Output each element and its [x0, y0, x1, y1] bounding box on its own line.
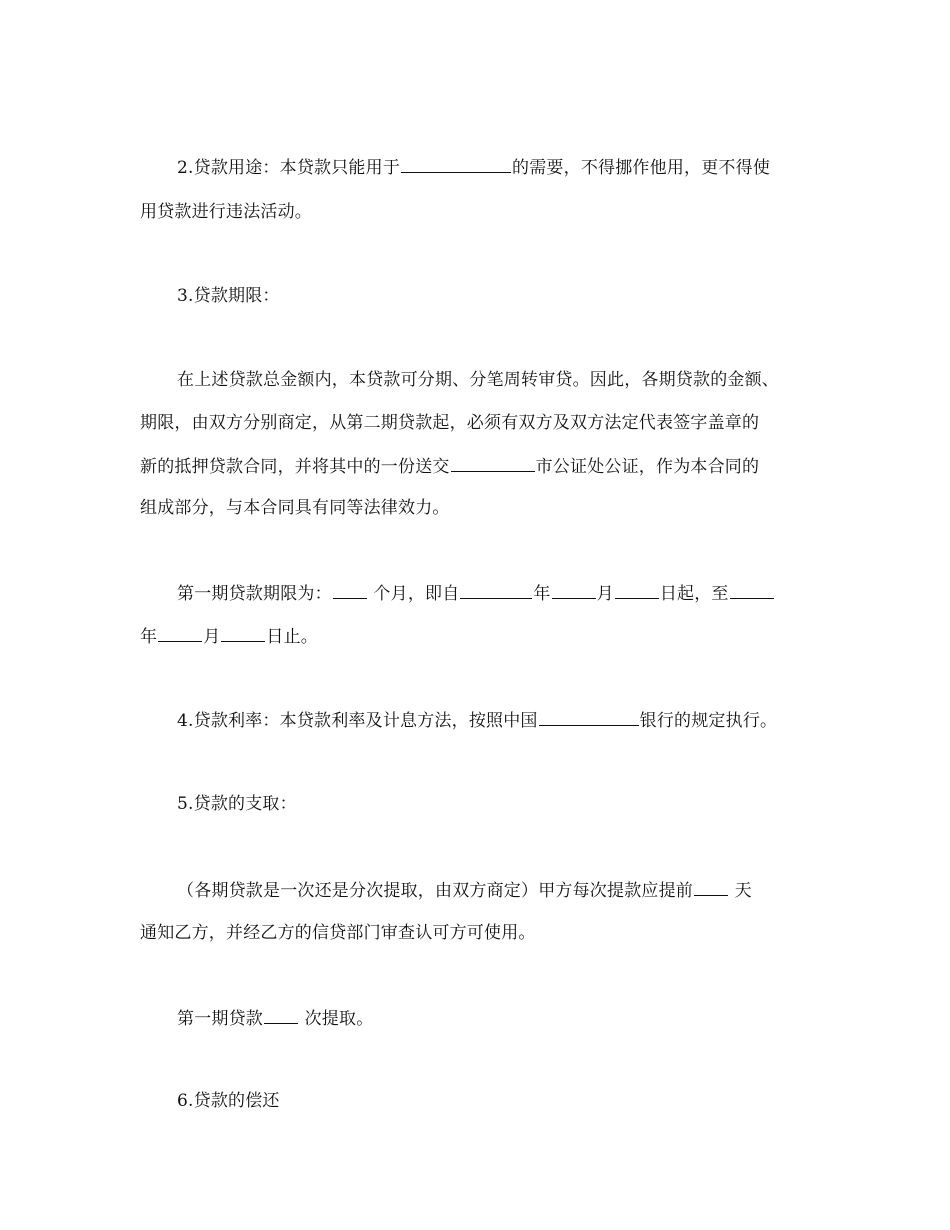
paragraph-term-line-4 — [140, 497, 450, 519]
paragraph-term-line-1 — [177, 369, 779, 391]
withdrawal-text: 通知乙方，并经乙方的信贷部门审查认可方可使用。 — [140, 923, 536, 943]
clause-text: 用贷款进行违法活动。 — [140, 202, 312, 222]
first-period-withdrawal — [177, 1007, 373, 1030]
term-text: 月 — [203, 627, 221, 647]
term-text: 日止。 — [266, 627, 319, 647]
withdrawal-text: （各期贷款是一次还是分次提取，由双方商定）甲方每次提款应提前 — [177, 881, 693, 901]
first-period-term-line-1 — [177, 582, 775, 605]
clause-loan-term-heading — [177, 285, 280, 307]
term-text: 第一期贷款期限为： — [177, 584, 332, 604]
paragraph-text: 新的抵押贷款合同，并将其中的一份送交 — [140, 457, 450, 477]
clause-repayment-heading — [177, 1090, 280, 1112]
fill-blank[interactable] — [730, 582, 774, 599]
fill-blank[interactable] — [158, 625, 202, 642]
fill-blank[interactable] — [694, 879, 728, 896]
first-period-term-line-2 — [140, 625, 318, 648]
withdrawal-text: 天 — [729, 881, 752, 901]
clause-text: 的需要，不得挪作他用，更不得使 — [512, 158, 771, 178]
clause-text: 5.贷款的支取： — [177, 794, 297, 814]
fill-blank[interactable] — [221, 625, 265, 642]
clause-text: 银行的规定执行。 — [639, 711, 778, 731]
clause-text: 3.贷款期限： — [177, 286, 280, 306]
withdrawal-text: 次提取。 — [299, 1009, 374, 1029]
clause-text: 6.贷款的偿还 — [177, 1091, 280, 1111]
fill-blank[interactable] — [552, 582, 596, 599]
fill-blank[interactable] — [539, 709, 639, 726]
clause-loan-purpose-line-1 — [177, 156, 770, 179]
term-text: 月 — [596, 584, 614, 604]
clause-loan-purpose-line-2 — [140, 201, 312, 223]
clause-withdrawal-heading — [177, 793, 297, 815]
paragraph-text: 期限，由双方分别商定，从第二期贷款起，必须有双方及双方法定代表签字盖章的 — [140, 413, 760, 433]
fill-blank[interactable] — [451, 455, 535, 472]
paragraph-term-line-2 — [140, 412, 759, 434]
clause-text: 4.贷款利率：本贷款利率及计息方法，按照中国 — [177, 711, 538, 731]
paragraph-text: 市公证处公证，作为本合同的 — [535, 457, 760, 477]
paragraph-text: 组成部分，与本合同具有同等法律效力。 — [140, 498, 450, 518]
term-text: 个月，即自 — [367, 584, 460, 604]
fill-blank[interactable] — [333, 582, 367, 599]
clause-text: 2.贷款用途：本贷款只能用于 — [177, 158, 401, 178]
withdrawal-line-2 — [140, 922, 536, 944]
term-text: 年 — [533, 584, 551, 604]
paragraph-text: 在上述贷款总金额内，本贷款可分期、分笔周转审贷。因此，各期贷款的金额、 — [177, 370, 779, 390]
fill-blank[interactable] — [264, 1007, 298, 1024]
clause-interest-rate — [177, 709, 777, 732]
term-text: 日起，至 — [659, 584, 729, 604]
fill-blank[interactable] — [401, 156, 511, 173]
fill-blank[interactable] — [460, 582, 532, 599]
withdrawal-line-1 — [177, 879, 752, 902]
term-text: 年 — [140, 627, 158, 647]
fill-blank[interactable] — [615, 582, 659, 599]
paragraph-term-line-3 — [140, 455, 759, 478]
withdrawal-text: 第一期贷款 — [177, 1009, 263, 1029]
